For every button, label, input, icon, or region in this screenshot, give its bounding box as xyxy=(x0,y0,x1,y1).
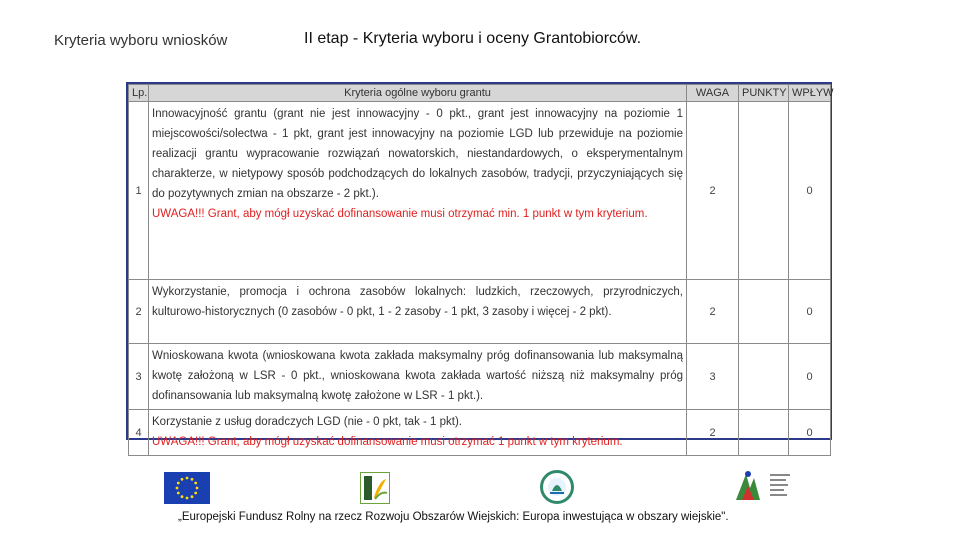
col-punkty: PUNKTY xyxy=(739,85,789,102)
row-punkty xyxy=(739,410,789,456)
row-waga: 2 xyxy=(687,280,739,344)
row-wplyw: 0 xyxy=(789,344,831,410)
table-row xyxy=(129,280,831,344)
row-lp: 1 xyxy=(129,102,149,280)
leader-logo-icon xyxy=(360,472,390,504)
row-wplyw: 0 xyxy=(789,280,831,344)
row-waga: 2 xyxy=(687,410,739,456)
row-lp: 4 xyxy=(129,410,149,456)
table-row xyxy=(129,344,831,410)
lgd-logo-icon xyxy=(540,470,574,504)
row-wplyw: 0 xyxy=(789,410,831,456)
page-title: II etap - Kryteria wyboru i oceny Grantobiorców. xyxy=(304,30,642,47)
criteria-text: Wykorzystanie, promocja i ochrona zasobów lokalnych: ludzkich, rzeczowych, przyrodniczych, kulturowo-historycznych (0 zasobów - 0 pkt, 1 - 2 zasoby - 1 pkt, 3 zasoby i więcej - 2 pkt). xyxy=(152,286,683,318)
row-lp: 3 xyxy=(129,344,149,410)
row-lp: 2 xyxy=(129,280,149,344)
col-criteria: Kryteria ogólne wyboru grantu xyxy=(149,85,687,102)
criteria-text: Korzystanie z usług doradczych LGD (nie - 0 pkt, tak - 1 pkt). xyxy=(152,416,462,428)
criteria-table xyxy=(126,82,834,448)
col-wplyw: WPŁYW xyxy=(789,85,831,102)
row-punkty xyxy=(739,102,789,280)
row-criteria xyxy=(149,344,687,410)
col-waga: WAGA xyxy=(687,85,739,102)
row-criteria xyxy=(149,280,687,344)
row-criteria xyxy=(149,102,687,280)
criteria-warning: UWAGA!!! Grant, aby mógł uzyskać dofinansowanie musi otrzymać 1 punkt w tym kryterium. xyxy=(152,436,623,448)
table-row xyxy=(129,102,831,280)
table-row xyxy=(129,410,831,456)
col-lp: Lp. xyxy=(129,85,149,102)
row-wplyw: 0 xyxy=(789,102,831,280)
row-criteria xyxy=(149,410,687,456)
footer-logos xyxy=(0,466,960,510)
criteria-text: Innowacyjność grantu (grant nie jest innowacyjny - 0 pkt., grant jest innowacyjny na poziomie 1 miejscowości/solectwa - 1 pkt, grant jest innowacyjny na poziomie LGD lub przewiduje na poziomie realizacji grantu wypracowanie rozwiązań nowatorskich, niestandardowych, o eksperymentalnym charakterze, w nietypowy sposób podchodzących do lokalnych zasobów, tradycji, przyczyniających się do pozytywnych zmian na obszarze - 2 pkt.). xyxy=(152,108,683,200)
criteria-warning: UWAGA!!! Grant, aby mógł uzyskać dofinansowanie musi otrzymać min. 1 punkt w tym kryterium. xyxy=(152,208,648,220)
row-waga: 2 xyxy=(687,102,739,280)
prow-logo-icon xyxy=(732,468,796,504)
footer-text: „Europejski Fundusz Rolny na rzecz Rozwoju Obszarów Wiejskich: Europa inwestująca w obszary wiejskie". xyxy=(178,511,729,523)
row-waga: 3 xyxy=(687,344,739,410)
row-punkty xyxy=(739,280,789,344)
row-punkty xyxy=(739,344,789,410)
criteria-text: Wnioskowana kwota (wnioskowana kwota zakłada maksymalny próg dofinansowania lub maksymalną kwotę założoną w LSR - 0 pkt., wnioskowana kwota zakłada wartość niższą niż maksymalny próg dofinansowania lub maksymalną kwotę założone w LSR - 1 pkt.). xyxy=(152,350,683,402)
eu-flag-icon xyxy=(164,472,210,504)
section-label: Kryteria wyboru wniosków xyxy=(54,32,228,49)
table-header-row xyxy=(129,85,831,102)
